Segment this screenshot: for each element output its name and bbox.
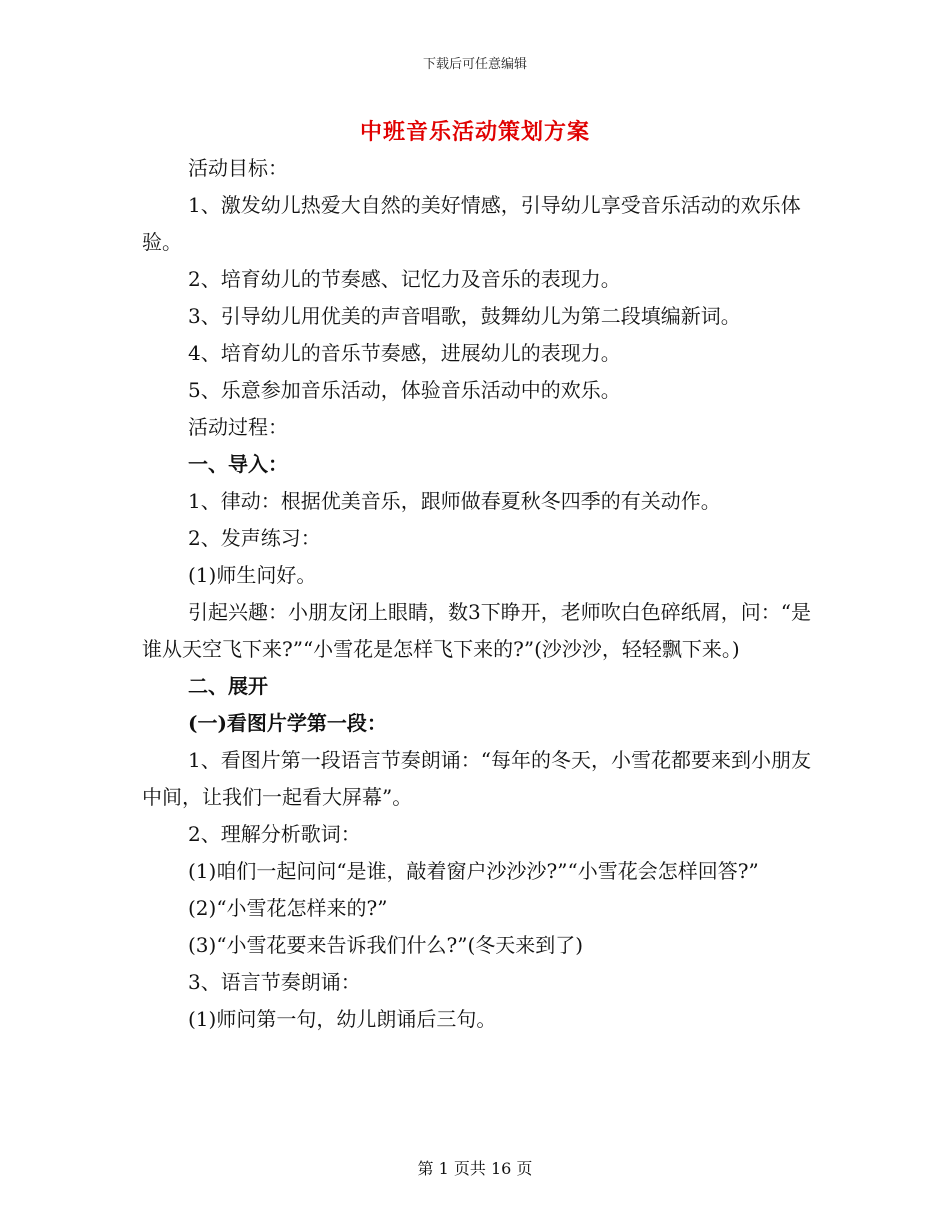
document-title: 中班音乐活动策划方案 (359, 119, 590, 145)
paragraph: (2)“小雪花怎样来的?” (188, 896, 388, 920)
paragraph: 引起兴趣：小朋友闭上眼睛，数3下睁开，老师吹白色碎纸屑，问：“是谁从天空飞下来?”“小雪花是怎样飞下来的?”(沙沙沙，轻轻飘下来。) (142, 600, 811, 661)
paragraph: 2、培育幼儿的节奏感、记忆力及音乐的表现力。 (188, 267, 621, 291)
page-footer: 第 1 页共 16 页 (417, 1159, 533, 1178)
paragraph: (1)师问第一句，幼儿朗诵后三句。 (188, 1007, 497, 1031)
paragraph: 1、律动：根据优美音乐，跟师做春夏秋冬四季的有关动作。 (188, 489, 721, 513)
paragraph: 二、展开 (188, 674, 268, 698)
paragraph: 1、看图片第一段语言节奏朗诵：“每年的冬天，小雪花都要来到小朋友中间，让我们一起看大屏幕”。 (142, 748, 811, 809)
paragraph: 活动目标： (188, 156, 288, 180)
paragraph: 5、乐意参加音乐活动，体验音乐活动中的欢乐。 (188, 378, 621, 402)
paragraph: 3、语言节奏朗诵： (188, 970, 361, 994)
paragraph: 一、导入： (188, 452, 288, 476)
paragraph: 1、激发幼儿热爱大自然的美好情感，引导幼儿享受音乐活动的欢乐体验。 (142, 193, 801, 254)
paragraph: 2、发声练习： (188, 526, 321, 550)
paragraph: 2、理解分析歌词： (188, 822, 361, 846)
paragraph: (一)看图片学第一段： (188, 711, 387, 735)
paragraph: 4、培育幼儿的音乐节奏感，进展幼儿的表现力。 (188, 341, 621, 365)
paragraph: 活动过程： (188, 415, 288, 439)
header-note: 下载后可任意编辑 (422, 57, 527, 72)
paragraph: (1)师生问好。 (188, 563, 317, 587)
paragraph: (1)咱们一起问问“是谁，敲着窗户沙沙沙?”“小雪花会怎样回答?” (188, 859, 759, 883)
paragraph: 3、引导幼儿用优美的声音唱歌，鼓舞幼儿为第二段填编新词。 (188, 304, 741, 328)
paragraph: (3)“小雪花要来告诉我们什么?”(冬天来到了) (188, 933, 584, 957)
document-body (142, 150, 812, 1038)
